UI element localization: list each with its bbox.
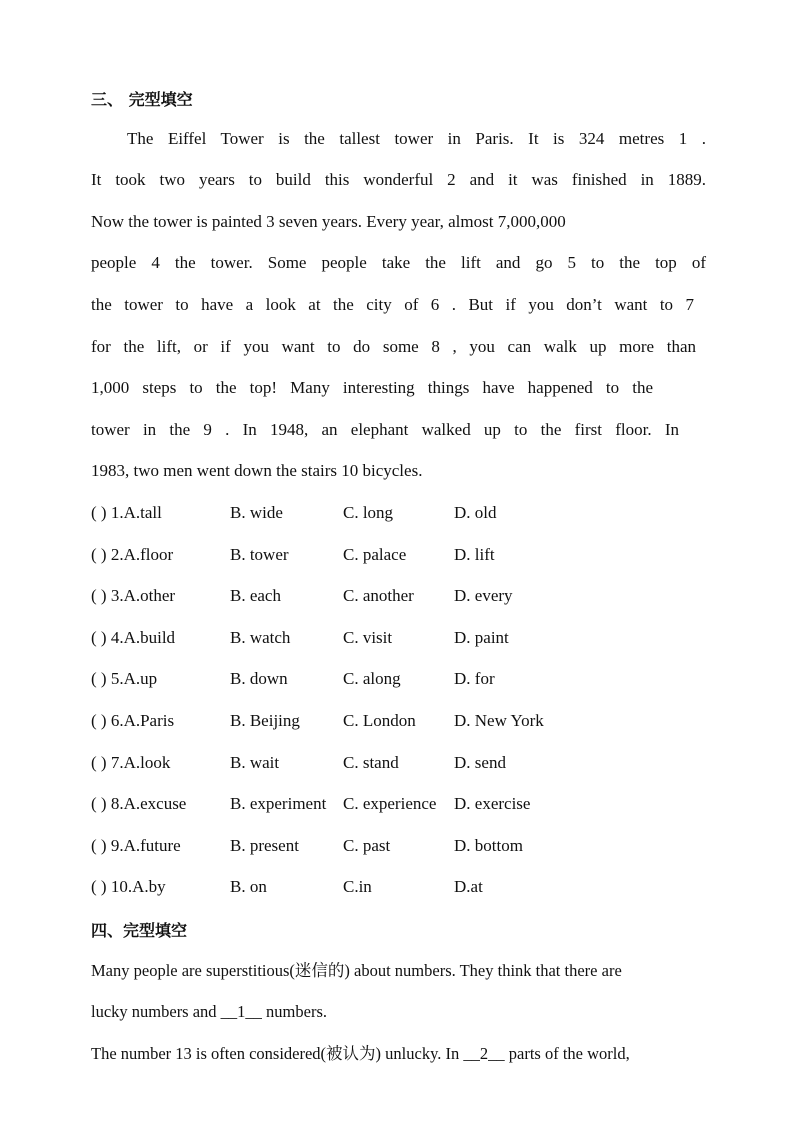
option-d: D. New York (454, 711, 544, 730)
option-d: D. paint (454, 628, 509, 647)
question-number-option-a: ( ) 6.A.Paris (91, 711, 175, 730)
option-b: B. tower (230, 545, 289, 564)
passage-line: Now the tower is painted 3 seven years. Every year, almost 7,000,000 (91, 212, 566, 231)
option-c: C. palace (343, 545, 407, 564)
option-b: B. Beijing (230, 711, 300, 730)
option-d: D. send (454, 753, 506, 772)
option-b: B. wide (230, 503, 283, 522)
option-d: D. old (454, 503, 497, 522)
option-b: B. each (230, 586, 281, 605)
option-c: C. stand (343, 753, 399, 772)
question-number-option-a: ( ) 3.A.other (91, 586, 176, 605)
passage-line: lucky numbers and __1__ numbers. (91, 1002, 328, 1021)
option-c: C. another (343, 586, 414, 605)
option-b: B. wait (230, 753, 280, 772)
option-d: D. for (454, 669, 495, 688)
passage-line: people 4 the tower. Some people take the lift and go 5 to the top of (91, 253, 706, 272)
option-b: B. experiment (230, 794, 327, 813)
question-number-option-a: ( ) 8.A.excuse (91, 794, 187, 813)
option-d: D.at (454, 877, 483, 896)
option-c: C. long (343, 503, 394, 522)
option-c: C. experience (343, 794, 437, 813)
option-d: D. every (454, 586, 513, 605)
option-b: B. watch (230, 628, 291, 647)
question-number-option-a: ( ) 7.A.look (91, 753, 171, 772)
passage-line: the tower to have a look at the city of 6 . But if you don’t want to 7 (91, 295, 694, 314)
option-b: B. on (230, 877, 267, 896)
passage-line: The number 13 is often considered(被认为) unlucky. In __2__ parts of the world, (91, 1044, 630, 1063)
question-number-option-a: ( ) 9.A.future (91, 836, 181, 855)
option-b: B. down (230, 669, 288, 688)
section-4-heading: 四、完型填空 (91, 921, 188, 940)
question-number-option-a: ( ) 10.A.by (91, 877, 166, 896)
section-3-heading: 三、 完型填空 (91, 90, 193, 109)
option-c: C.in (343, 877, 372, 896)
question-number-option-a: ( ) 2.A.floor (91, 545, 174, 564)
option-c: C. visit (343, 628, 393, 647)
option-d: D. bottom (454, 836, 523, 855)
option-b: B. present (230, 836, 299, 855)
passage-line: tower in the 9 . In 1948, an elephant walked up to the first floor. In (91, 420, 679, 439)
option-d: D. exercise (454, 794, 531, 813)
question-number-option-a: ( ) 4.A.build (91, 628, 176, 647)
passage-line: Many people are superstitious(迷信的) about numbers. They think that there are (91, 961, 622, 980)
option-c: C. London (343, 711, 416, 730)
passage-line: The Eiffel Tower is the tallest tower in Paris. It is 324 metres 1 . (127, 129, 706, 148)
question-number-option-a: ( ) 1.A.tall (91, 503, 162, 522)
passage-line: 1,000 steps to the top! Many interesting things have happened to the (91, 378, 653, 397)
question-number-option-a: ( ) 5.A.up (91, 669, 158, 688)
option-c: C. past (343, 836, 391, 855)
passage-line: It took two years to build this wonderful 2 and it was finished in 1889. (91, 170, 706, 189)
option-d: D. lift (454, 545, 495, 564)
option-c: C. along (343, 669, 401, 688)
passage-line: 1983, two men went down the stairs 10 bicycles. (91, 461, 423, 480)
passage-line: for the lift, or if you want to do some 8 , you can walk up more than (91, 337, 696, 356)
